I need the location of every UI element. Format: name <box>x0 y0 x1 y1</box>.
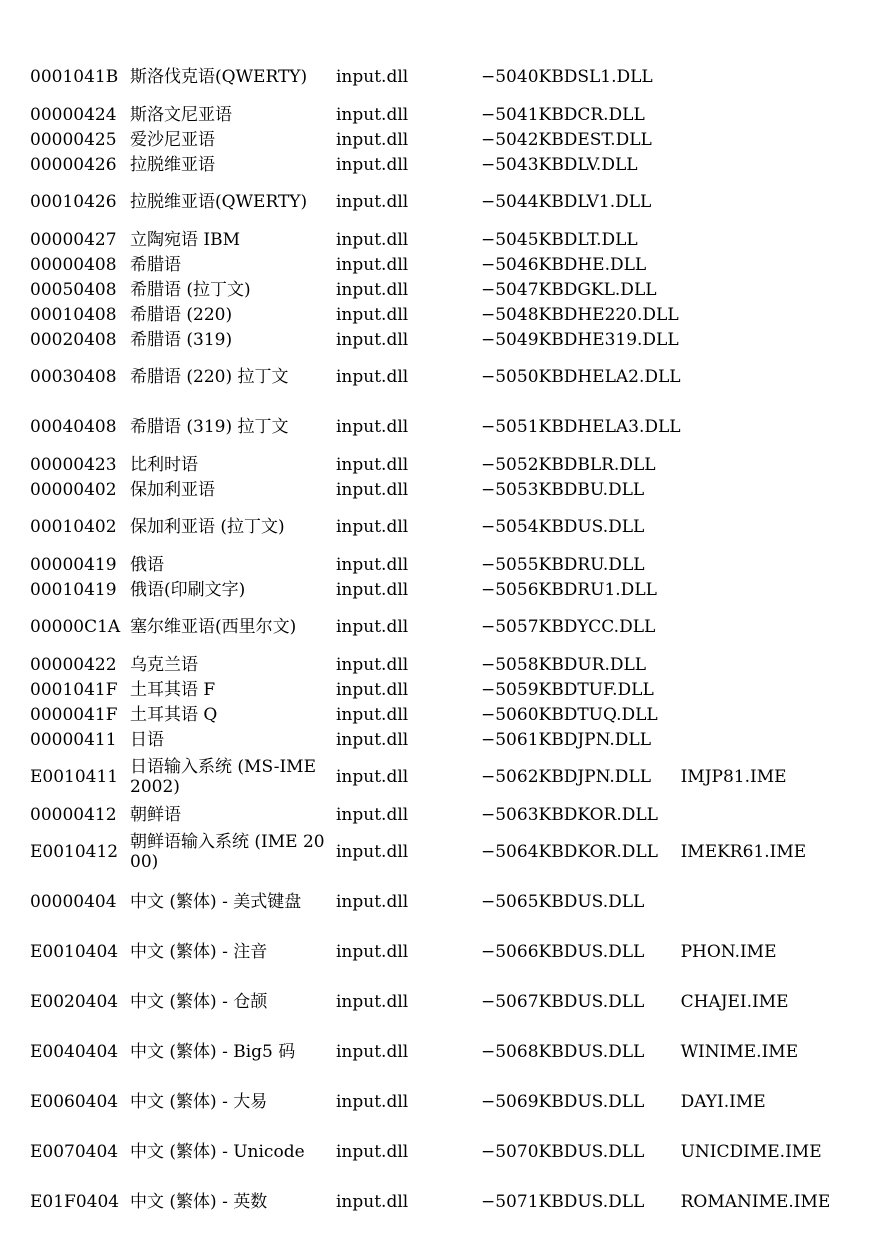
table-row <box>30 727 841 752</box>
file-cell: input.dll <box>336 1092 409 1112</box>
layout-name-cell: 爱沙尼亚语 <box>130 129 215 150</box>
ime-cell: WINIME.IME <box>680 1042 799 1062</box>
dll-cell: KBDLV1.DLL <box>538 192 652 212</box>
file-cell: input.dll <box>336 479 409 500</box>
resource-number-cell: −5056 <box>481 579 539 600</box>
ime-cell <box>681 227 841 252</box>
resource-number-cell: −5060 <box>481 704 539 725</box>
table-row <box>30 127 841 152</box>
table-body <box>30 52 841 1227</box>
table-row <box>30 702 841 727</box>
file-cell: input.dll <box>336 554 409 575</box>
resource-number-cell: −5049 <box>481 329 539 350</box>
dll-cell: KBDUS.DLL <box>538 1042 645 1062</box>
file-cell: input.dll <box>336 304 409 325</box>
file-cell: input.dll <box>336 367 409 387</box>
file-cell: input.dll <box>336 767 409 787</box>
layout-id-cell: 00000404 <box>30 892 117 912</box>
dll-cell: KBDTUQ.DLL <box>538 704 658 725</box>
layout-name-cell: 希腊语 (220) 拉丁文 <box>130 367 289 387</box>
file-cell: input.dll <box>336 154 409 175</box>
table-row <box>30 602 841 652</box>
resource-number-cell: −5043 <box>481 154 539 175</box>
ime-cell <box>681 702 841 727</box>
layout-name-cell: 斯洛伐克语(QWERTY) <box>130 67 308 87</box>
file-cell: input.dll <box>336 1192 409 1212</box>
layout-id-cell: E0010404 <box>30 942 119 962</box>
file-cell: input.dll <box>336 517 409 537</box>
file-cell: input.dll <box>336 279 409 300</box>
layout-name-cell: 斯洛文尼亚语 <box>130 104 232 125</box>
layout-name-cell: 土耳其语 Q <box>130 704 218 725</box>
ime-cell <box>681 52 841 102</box>
resource-number-cell: −5058 <box>481 654 539 675</box>
layout-name-cell: 中文 (繁体) - 大易 <box>130 1092 268 1112</box>
dll-cell: KBDBLR.DLL <box>538 454 656 475</box>
dll-cell: KBDGKL.DLL <box>538 279 657 300</box>
dll-cell: KBDCR.DLL <box>538 104 645 125</box>
layout-id-cell: 00000422 <box>30 654 117 675</box>
table-row <box>30 327 841 352</box>
file-cell: input.dll <box>336 804 409 825</box>
file-cell: input.dll <box>336 842 409 862</box>
ime-cell: PHON.IME <box>680 942 777 962</box>
resource-number-cell: −5041 <box>481 104 539 125</box>
ime-cell <box>681 552 841 577</box>
resource-number-cell: −5071 <box>481 1192 539 1212</box>
layout-id-cell: 0001041B <box>30 67 119 87</box>
layout-name-cell: 日语输入系统 (MS-IME2002) <box>130 757 316 797</box>
layout-name-cell: 立陶宛语 IBM <box>130 229 241 250</box>
table-row <box>30 252 841 277</box>
layout-name-cell: 希腊语 (319) <box>130 329 233 350</box>
table-row <box>30 352 841 402</box>
file-cell: input.dll <box>336 892 409 912</box>
layout-id-cell: 00040408 <box>30 417 117 437</box>
resource-number-cell: −5067 <box>481 992 539 1012</box>
dll-cell: KBDEST.DLL <box>538 129 652 150</box>
layout-name-cell: 中文 (繁体) - Big5 码 <box>130 1042 296 1062</box>
resource-number-cell: −5064 <box>481 842 539 862</box>
layout-id-cell: 00020408 <box>30 329 117 350</box>
file-cell: input.dll <box>336 104 409 125</box>
ime-cell <box>681 727 841 752</box>
layout-id-cell: E01F0404 <box>30 1192 120 1212</box>
table-row <box>30 302 841 327</box>
file-cell: input.dll <box>336 942 409 962</box>
dll-cell: KBDUS.DLL <box>538 1192 645 1212</box>
dll-cell: KBDUS.DLL <box>538 992 645 1012</box>
file-cell: input.dll <box>336 254 409 275</box>
layout-name-cell: 日语 <box>130 729 164 750</box>
ime-cell <box>681 352 841 402</box>
layout-name-cell: 比利时语 <box>130 454 198 475</box>
resource-number-cell: −5070 <box>481 1142 539 1162</box>
layout-name-cell: 拉脱维亚语 <box>130 154 215 175</box>
table-row <box>30 402 841 452</box>
dll-cell: KBDRU1.DLL <box>538 579 657 600</box>
resource-number-cell: −5066 <box>481 942 539 962</box>
file-cell: input.dll <box>336 229 409 250</box>
resource-number-cell: −5065 <box>481 892 539 912</box>
table-row <box>30 927 841 977</box>
layout-id-cell: E0040404 <box>30 1042 119 1062</box>
dll-cell: KBDUS.DLL <box>538 942 645 962</box>
layout-id-cell: 00000408 <box>30 254 117 275</box>
layout-id-cell: 00000424 <box>30 104 117 125</box>
file-cell: input.dll <box>336 654 409 675</box>
table-row <box>30 677 841 702</box>
dll-cell: KBDHELA2.DLL <box>538 367 681 387</box>
file-cell: input.dll <box>336 704 409 725</box>
layout-name-cell: 俄语 <box>130 554 164 575</box>
layout-name-cell: 中文 (繁体) - 注音 <box>130 942 268 962</box>
layout-id-cell: 00000412 <box>30 804 117 825</box>
layout-id-cell: 00000411 <box>30 729 117 750</box>
dll-cell: KBDLV.DLL <box>538 154 638 175</box>
ime-cell <box>681 602 841 652</box>
layout-id-cell: 00000402 <box>30 479 117 500</box>
ime-cell: ROMANIME.IME <box>680 1192 831 1212</box>
layout-name-cell: 中文 (繁体) - 美式键盘 <box>130 892 302 912</box>
ime-cell: IMJP81.IME <box>680 767 787 787</box>
table-row <box>30 52 841 102</box>
resource-number-cell: −5057 <box>481 617 539 637</box>
resource-number-cell: −5061 <box>481 729 539 750</box>
layout-name-cell: 中文 (繁体) - 仓颉 <box>130 992 268 1012</box>
ime-cell <box>681 502 841 552</box>
table-row <box>30 1077 841 1127</box>
layout-id-cell: 0000041F <box>30 704 118 725</box>
resource-number-cell: −5068 <box>481 1042 539 1062</box>
dll-cell: KBDSL1.DLL <box>538 67 653 87</box>
resource-number-cell: −5054 <box>481 517 539 537</box>
resource-number-cell: −5046 <box>481 254 539 275</box>
file-cell: input.dll <box>336 679 409 700</box>
layout-id-cell: E0020404 <box>30 992 119 1012</box>
dll-cell: KBDHELA3.DLL <box>538 417 681 437</box>
layout-name-cell: 拉脱维亚语(QWERTY) <box>130 192 308 212</box>
resource-number-cell: −5069 <box>481 1092 539 1112</box>
dll-cell: KBDRU.DLL <box>538 554 645 575</box>
dll-cell: KBDUS.DLL <box>538 892 645 912</box>
dll-cell: KBDUS.DLL <box>538 1142 645 1162</box>
dll-cell: KBDUS.DLL <box>538 1092 645 1112</box>
layout-name-cell: 保加利亚语 <box>130 479 215 500</box>
file-cell: input.dll <box>336 417 409 437</box>
ime-cell <box>681 302 841 327</box>
layout-name-cell: 希腊语 (220) <box>130 304 233 325</box>
file-cell: input.dll <box>336 454 409 475</box>
table-row <box>30 977 841 1027</box>
layout-id-cell: E0060404 <box>30 1092 119 1112</box>
table-row <box>30 277 841 302</box>
resource-number-cell: −5047 <box>481 279 539 300</box>
layout-id-cell: 00030408 <box>30 367 117 387</box>
file-cell: input.dll <box>336 1042 409 1062</box>
layout-name-cell: 塞尔维亚语(西里尔文) <box>130 617 297 637</box>
layout-name-cell: 希腊语 (拉丁文) <box>130 279 251 300</box>
ime-cell <box>681 177 841 227</box>
layout-name-cell: 土耳其语 F <box>130 679 216 700</box>
dll-cell: KBDUS.DLL <box>538 517 645 537</box>
dll-cell: KBDJPN.DLL <box>538 729 651 750</box>
dll-cell: KBDUR.DLL <box>538 654 647 675</box>
layout-id-cell: 00000419 <box>30 554 117 575</box>
resource-number-cell: −5050 <box>481 367 539 387</box>
file-cell: input.dll <box>336 1142 409 1162</box>
resource-number-cell: −5051 <box>481 417 539 437</box>
resource-number-cell: −5044 <box>481 192 539 212</box>
table-row <box>30 827 841 877</box>
layout-id-cell: 00000427 <box>30 229 117 250</box>
layout-id-cell: 00000C1A <box>30 617 121 637</box>
layout-id-cell: 00010419 <box>30 579 117 600</box>
ime-cell <box>681 677 841 702</box>
layout-name-cell: 俄语(印刷文字) <box>130 579 246 600</box>
ime-cell <box>681 452 841 477</box>
layout-id-cell: 00000426 <box>30 154 117 175</box>
layout-name-cell: 乌克兰语 <box>130 654 198 675</box>
resource-number-cell: −5040 <box>481 67 539 87</box>
ime-cell <box>681 802 841 827</box>
resource-number-cell: −5059 <box>481 679 539 700</box>
layout-name-cell: 朝鲜语 <box>130 804 181 825</box>
ime-cell <box>681 127 841 152</box>
table-row <box>30 502 841 552</box>
layout-name-cell: 希腊语 (319) 拉丁文 <box>130 417 289 437</box>
dll-cell: KBDKOR.DLL <box>538 842 658 862</box>
layout-id-cell: 0001041F <box>30 679 118 700</box>
resource-number-cell: −5063 <box>481 804 539 825</box>
ime-cell: UNICDIME.IME <box>680 1142 822 1162</box>
layout-id-cell: E0010412 <box>30 842 119 862</box>
table-row <box>30 752 841 802</box>
dll-cell: KBDHE220.DLL <box>538 304 679 325</box>
resource-number-cell: −5053 <box>481 479 539 500</box>
table-row <box>30 152 841 177</box>
file-cell: input.dll <box>336 992 409 1012</box>
table-row <box>30 1177 841 1227</box>
file-cell: input.dll <box>336 192 409 212</box>
resource-number-cell: −5055 <box>481 554 539 575</box>
ime-cell <box>681 477 841 502</box>
resource-number-cell: −5042 <box>481 129 539 150</box>
table-row <box>30 452 841 477</box>
file-cell: input.dll <box>336 129 409 150</box>
ime-cell <box>681 277 841 302</box>
resource-number-cell: −5062 <box>481 767 539 787</box>
ime-cell <box>681 252 841 277</box>
resource-number-cell: −5045 <box>481 229 539 250</box>
table-row <box>30 1027 841 1077</box>
file-cell: input.dll <box>336 329 409 350</box>
layout-id-cell: E0070404 <box>30 1142 119 1162</box>
ime-cell <box>681 577 841 602</box>
table-row <box>30 577 841 602</box>
table-row <box>30 102 841 127</box>
layout-id-cell: E0010411 <box>30 767 119 787</box>
dll-cell: KBDLT.DLL <box>538 229 638 250</box>
ime-cell <box>681 402 841 452</box>
dll-cell: KBDHE.DLL <box>538 254 647 275</box>
ime-cell <box>681 152 841 177</box>
layout-id-cell: 00010426 <box>30 192 117 212</box>
dll-cell: KBDKOR.DLL <box>538 804 658 825</box>
layout-id-cell: 00000425 <box>30 129 117 150</box>
layout-name-cell: 朝鲜语输入系统 (IME 2000) <box>130 832 325 872</box>
file-cell: input.dll <box>336 579 409 600</box>
resource-number-cell: −5052 <box>481 454 539 475</box>
layout-name-cell: 希腊语 <box>130 254 181 275</box>
table-row <box>30 227 841 252</box>
ime-cell: DAYI.IME <box>680 1092 766 1112</box>
dll-cell: KBDJPN.DLL <box>538 767 651 787</box>
layout-name-cell: 中文 (繁体) - Unicode <box>130 1142 305 1162</box>
ime-cell: CHAJEI.IME <box>680 992 789 1012</box>
table-row <box>30 177 841 227</box>
dll-cell: KBDYCC.DLL <box>538 617 656 637</box>
ime-cell <box>681 652 841 677</box>
dll-cell: KBDBU.DLL <box>538 479 645 500</box>
ime-cell: IMEKR61.IME <box>680 842 807 862</box>
file-cell: input.dll <box>336 729 409 750</box>
table-row <box>30 477 841 502</box>
ime-cell <box>681 877 841 927</box>
layout-id-cell: 00050408 <box>30 279 117 300</box>
keyboard-layout-table <box>30 52 841 1227</box>
layout-id-cell: 00010408 <box>30 304 117 325</box>
table-row <box>30 1127 841 1177</box>
dll-cell: KBDHE319.DLL <box>538 329 679 350</box>
table-row <box>30 652 841 677</box>
file-cell: input.dll <box>336 67 409 87</box>
dll-cell: KBDTUF.DLL <box>538 679 654 700</box>
table-row <box>30 552 841 577</box>
table-row <box>30 802 841 827</box>
ime-cell <box>681 327 841 352</box>
layout-id-cell: 00010402 <box>30 517 117 537</box>
ime-cell <box>681 102 841 127</box>
layout-id-cell: 00000423 <box>30 454 117 475</box>
layout-name-cell: 保加利亚语 (拉丁文) <box>130 517 285 537</box>
table-row <box>30 877 841 927</box>
layout-name-cell: 中文 (繁体) - 英数 <box>130 1192 268 1212</box>
resource-number-cell: −5048 <box>481 304 539 325</box>
file-cell: input.dll <box>336 617 409 637</box>
